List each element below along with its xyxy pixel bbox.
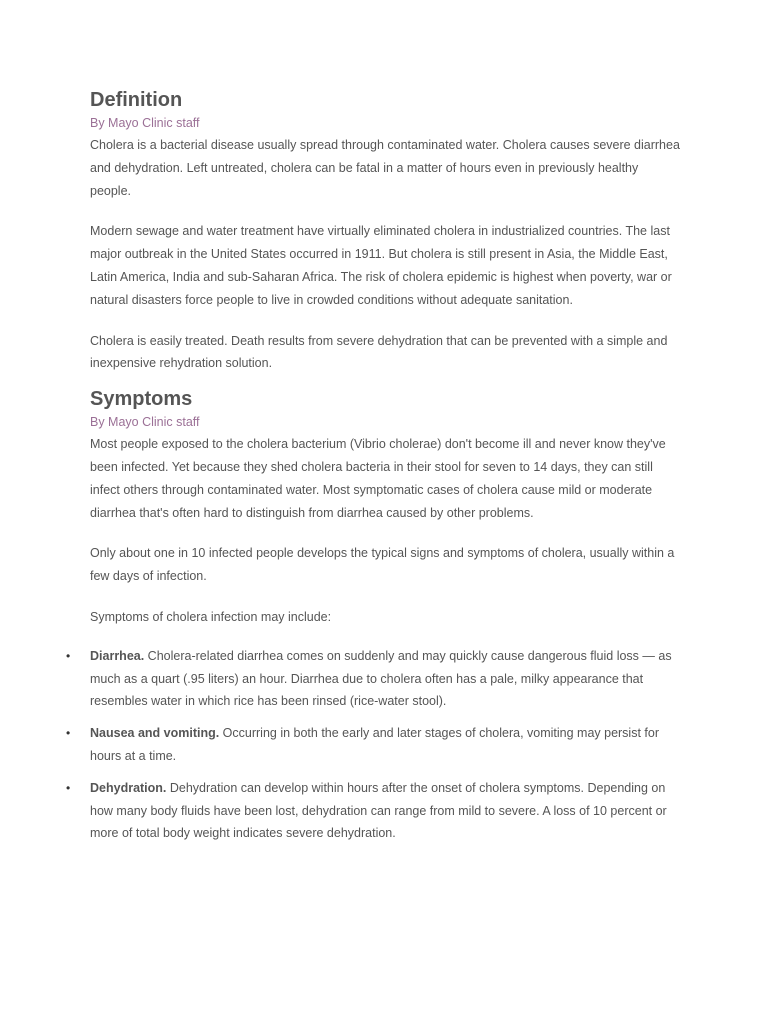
symptoms-heading: Symptoms xyxy=(90,388,193,411)
list-item-term: Diarrhea. xyxy=(90,648,145,663)
definition-paragraph: Cholera is easily treated. Death results from severe dehydration that can be prevented with a simple and inexpensive rehydration solution. xyxy=(90,333,668,371)
definition-paragraph: Cholera is a bacterial disease usually spread through contaminated water. Cholera causes severe diarrhea and dehydration. Left untreated, cholera can be fatal in a matter of hours even in previously healthy people. xyxy=(90,138,680,198)
list-item-text: Cholera-related diarrhea comes on suddenly and may quickly cause dangerous fluid loss — as much as a quart (.95 liters) an hour. Diarrhea due to cholera often has a pale, milky appearance that resembles water in which rice has been rinsed (rice-water stool). xyxy=(90,648,672,709)
symptoms-paragraph: Symptoms of cholera infection may include: xyxy=(90,609,332,624)
article-content xyxy=(66,88,682,854)
bullet-icon: • xyxy=(66,726,71,741)
definition-byline: By Mayo Clinic staff xyxy=(90,116,200,130)
list-item-text: Dehydration can develop within hours after the onset of cholera symptoms. Depending on how many body fluids have been lost, dehydration can range from mild to severe. A loss of 10 percent or more of total body weight indicates severe dehydration. xyxy=(90,780,667,841)
list-item-term: Nausea and vomiting. xyxy=(90,726,220,741)
symptoms-section xyxy=(66,387,682,845)
definition-section xyxy=(90,88,682,375)
bullet-icon: • xyxy=(66,780,71,795)
symptoms-byline: By Mayo Clinic staff xyxy=(90,415,200,430)
bullet-icon: • xyxy=(66,648,71,663)
symptoms-paragraph: Most people exposed to the cholera bacterium (Vibrio cholerae) don't become ill and never know they've been infected. Yet because they shed cholera bacteria in their stool for seven to 14 days, they can still infect others through contaminated water. Most symptomatic cases of cholera cause mild or moderate diarrhea that's often hard to distinguish from diarrhea caused by other problems. xyxy=(90,437,666,520)
list-item xyxy=(66,722,682,768)
definition-paragraph: Modern sewage and water treatment have virtually eliminated cholera in industrialized countries. The last major outbreak in the United States occurred in 1911. But cholera is still present in Asia, the Middle East, Latin America, India and sub-Saharan Africa. The risk of cholera epidemic is highest when poverty, war or natural disasters force people to live in crowded conditions without adequate sanitation. xyxy=(90,224,672,307)
definition-heading: Definition xyxy=(90,89,183,111)
list-item-text: Occurring in both the early and later stages of cholera, vomiting may persist for hours at a time. xyxy=(90,726,659,763)
symptoms-list xyxy=(66,645,682,845)
list-item xyxy=(66,645,682,713)
list-item xyxy=(66,777,682,845)
symptoms-list-wrap xyxy=(66,645,682,845)
symptoms-paragraph: Only about one in 10 infected people develops the typical signs and symptoms of cholera, usually within a few days of infection. xyxy=(90,546,675,584)
list-item-term: Dehydration. xyxy=(90,780,167,795)
